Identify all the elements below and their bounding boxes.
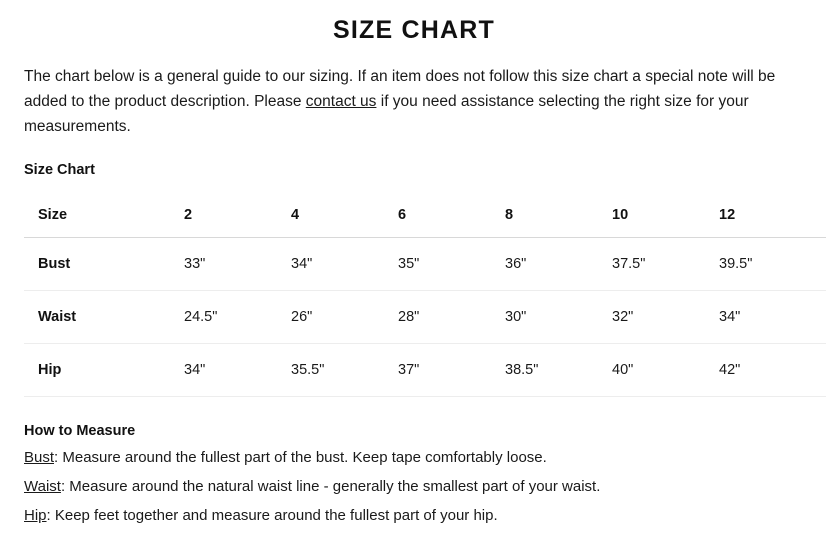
row-label-bust: Bust bbox=[38, 256, 71, 272]
cell-hip-10: 40" bbox=[612, 362, 634, 378]
cell-hip-8: 38.5" bbox=[505, 362, 539, 378]
how-to-measure-bust bbox=[24, 448, 804, 468]
table-body bbox=[24, 238, 826, 397]
how-to-measure-waist bbox=[24, 477, 804, 497]
cell-bust-8: 36" bbox=[505, 256, 527, 272]
cell-bust-2: 33" bbox=[184, 256, 206, 272]
how-to-measure-term-hip: Hip bbox=[24, 507, 47, 524]
cell-bust-4: 34" bbox=[291, 256, 313, 272]
cell-waist-4: 26" bbox=[291, 309, 313, 325]
contact-us-link[interactable]: contact us bbox=[305, 93, 377, 110]
size-chart-page bbox=[0, 16, 828, 536]
how-to-measure-text-bust: : Measure around the fullest part of the bust. Keep tape comfortably loose. bbox=[54, 449, 547, 466]
size-chart-table bbox=[24, 192, 826, 397]
cell-bust-6: 35" bbox=[398, 256, 420, 272]
row-label-hip: Hip bbox=[38, 362, 62, 378]
row-label-waist: Waist bbox=[38, 309, 77, 325]
cell-waist-6: 28" bbox=[398, 309, 420, 325]
column-header-6: 6 bbox=[398, 206, 407, 223]
cell-bust-10: 37.5" bbox=[612, 256, 646, 272]
how-to-measure-text-hip: : Keep feet together and measure around the fullest part of your hip. bbox=[46, 507, 498, 524]
how-to-measure-term-bust: Bust bbox=[24, 449, 55, 466]
cell-waist-8: 30" bbox=[505, 309, 527, 325]
column-header-12: 12 bbox=[719, 206, 736, 223]
column-header-size: Size bbox=[38, 206, 68, 223]
column-header-8: 8 bbox=[505, 206, 514, 223]
cell-hip-4: 35.5" bbox=[291, 362, 325, 378]
cell-hip-2: 34" bbox=[184, 362, 206, 378]
intro-paragraph bbox=[24, 64, 804, 139]
cell-hip-12: 42" bbox=[719, 362, 741, 378]
how-to-measure-text-waist: : Measure around the natural waist line - generally the smallest part of your waist. bbox=[60, 478, 601, 495]
cell-bust-12: 39.5" bbox=[719, 256, 753, 272]
column-header-4: 4 bbox=[291, 206, 300, 223]
cell-waist-12: 34" bbox=[719, 309, 741, 325]
intro-text-before-link: The chart below is a general guide to our sizing. If an item does not follow this size chart a special note will be added to the product description. Please bbox=[24, 68, 776, 110]
section-label-size-chart: Size Chart bbox=[24, 162, 95, 178]
table-row bbox=[24, 238, 826, 291]
table-header bbox=[24, 192, 826, 238]
cell-waist-10: 32" bbox=[612, 309, 634, 325]
column-header-10: 10 bbox=[612, 206, 629, 223]
table-row bbox=[24, 291, 826, 344]
page-title: SIZE CHART bbox=[333, 16, 495, 44]
how-to-measure-hip bbox=[24, 506, 804, 526]
how-to-measure-term-waist: Waist bbox=[24, 478, 61, 495]
table-row bbox=[24, 344, 826, 397]
how-to-measure-title: How to Measure bbox=[24, 423, 136, 439]
column-header-2: 2 bbox=[184, 206, 193, 223]
cell-waist-2: 24.5" bbox=[184, 309, 218, 325]
cell-hip-6: 37" bbox=[398, 362, 420, 378]
intro-text-after-link: if you need assistance selecting the right size for your measurements. bbox=[24, 93, 749, 135]
table-header-row bbox=[24, 192, 826, 238]
